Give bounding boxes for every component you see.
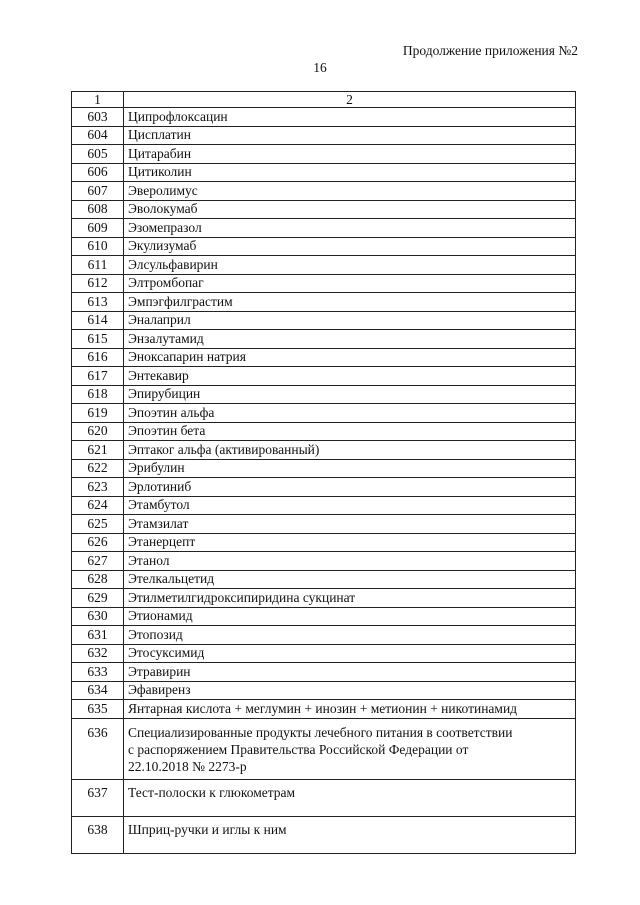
row-number: 607 — [72, 182, 124, 201]
row-number: 633 — [72, 663, 124, 682]
row-name: Этилметилгидроксипиридина сукцинат — [124, 589, 576, 608]
row-number: 621 — [72, 441, 124, 460]
table-row — [72, 385, 576, 404]
row-name: Этамзилат — [124, 515, 576, 534]
row-number: 634 — [72, 681, 124, 700]
table-row — [72, 163, 576, 182]
row-number: 623 — [72, 478, 124, 497]
table-row — [72, 404, 576, 423]
table-row — [72, 663, 576, 682]
row-number: 636 — [72, 718, 124, 779]
row-number: 613 — [72, 293, 124, 312]
table-row — [72, 533, 576, 552]
row-name: Этравирин — [124, 663, 576, 682]
row-number: 614 — [72, 311, 124, 330]
row-name: Эрибулин — [124, 459, 576, 478]
column-header-name: 2 — [124, 92, 576, 108]
table-row — [72, 348, 576, 367]
row-number: 620 — [72, 422, 124, 441]
table-row — [72, 145, 576, 164]
page-number: 16 — [313, 60, 327, 75]
table-row — [72, 496, 576, 515]
row-name: Эпоэтин бета — [124, 422, 576, 441]
row-name: Эрлотиниб — [124, 478, 576, 497]
row-name-line: Специализированные продукты лечебного питания в соответствии — [128, 724, 513, 740]
row-name: Эноксапарин натрия — [124, 348, 576, 367]
row-number: 619 — [72, 404, 124, 423]
table-row — [72, 182, 576, 201]
table-row — [72, 700, 576, 719]
row-name: Цитиколин — [124, 163, 576, 182]
row-number: 610 — [72, 237, 124, 256]
row-name — [124, 718, 576, 779]
table-row — [72, 367, 576, 386]
row-name: Этамбутол — [124, 496, 576, 515]
row-name: Эпирубицин — [124, 385, 576, 404]
row-number: 605 — [72, 145, 124, 164]
row-number: 624 — [72, 496, 124, 515]
row-name: Экулизумаб — [124, 237, 576, 256]
table-row — [72, 570, 576, 589]
table-row — [72, 274, 576, 293]
row-name: Энзалутамид — [124, 330, 576, 349]
column-header-number: 1 — [72, 92, 124, 108]
row-name: Эфавиренз — [124, 681, 576, 700]
table-row — [72, 644, 576, 663]
table-row — [72, 126, 576, 145]
drug-list-table — [71, 91, 576, 854]
row-number: 635 — [72, 700, 124, 719]
table-row — [72, 718, 576, 779]
row-name: Этионамид — [124, 607, 576, 626]
table-row — [72, 589, 576, 608]
row-name: Шприц-ручки и иглы к ним — [124, 816, 576, 853]
row-name: Цитарабин — [124, 145, 576, 164]
table-row — [72, 311, 576, 330]
row-number: 608 — [72, 200, 124, 219]
row-name: Этанерцепт — [124, 533, 576, 552]
row-number: 603 — [72, 108, 124, 127]
row-number: 616 — [72, 348, 124, 367]
table-row — [72, 422, 576, 441]
row-number: 612 — [72, 274, 124, 293]
row-number: 609 — [72, 219, 124, 238]
row-name: Элтромбопаг — [124, 274, 576, 293]
table-row — [72, 515, 576, 534]
row-name: Тест-полоски к глюкометрам — [124, 779, 576, 816]
row-number: 606 — [72, 163, 124, 182]
row-name: Цисплатин — [124, 126, 576, 145]
row-number: 625 — [72, 515, 124, 534]
table-row — [72, 459, 576, 478]
table-row — [72, 478, 576, 497]
table-row — [72, 108, 576, 127]
row-number: 628 — [72, 570, 124, 589]
row-name-line: с распоряжением Правительства Российской Федерации от — [128, 741, 469, 757]
row-number: 632 — [72, 644, 124, 663]
table-row — [72, 219, 576, 238]
table-row — [72, 626, 576, 645]
row-number: 626 — [72, 533, 124, 552]
table-row — [72, 607, 576, 626]
table-row — [72, 293, 576, 312]
row-number: 611 — [72, 256, 124, 275]
row-number: 618 — [72, 385, 124, 404]
row-number: 604 — [72, 126, 124, 145]
table-row — [72, 237, 576, 256]
row-name: Эналаприл — [124, 311, 576, 330]
row-name: Элсульфавирин — [124, 256, 576, 275]
row-number: 629 — [72, 589, 124, 608]
row-number: 630 — [72, 607, 124, 626]
table-row — [72, 779, 576, 816]
table-row — [72, 441, 576, 460]
row-number: 622 — [72, 459, 124, 478]
row-name: Этелкальцетид — [124, 570, 576, 589]
row-name: Эзомепразол — [124, 219, 576, 238]
row-name: Эптаког альфа (активированный) — [124, 441, 576, 460]
row-name-line: 22.10.2018 № 2273-р — [128, 758, 247, 774]
row-name: Эверолимус — [124, 182, 576, 201]
table-row — [72, 200, 576, 219]
row-number: 627 — [72, 552, 124, 571]
row-name: Этопозид — [124, 626, 576, 645]
table-row — [72, 681, 576, 700]
row-name: Эпоэтин альфа — [124, 404, 576, 423]
table-row — [72, 816, 576, 853]
row-number: 638 — [72, 816, 124, 853]
row-name: Энтекавир — [124, 367, 576, 386]
row-name: Янтарная кислота + меглумин + инозин + метионин + никотинамид — [124, 700, 576, 719]
row-number: 617 — [72, 367, 124, 386]
row-name: Этосуксимид — [124, 644, 576, 663]
row-name: Ципрофлоксацин — [124, 108, 576, 127]
row-number: 637 — [72, 779, 124, 816]
row-number: 615 — [72, 330, 124, 349]
table-row — [72, 256, 576, 275]
row-name: Этанол — [124, 552, 576, 571]
table-row — [72, 330, 576, 349]
row-name: Эмпэгфилграстим — [124, 293, 576, 312]
table-row — [72, 552, 576, 571]
row-name: Эволокумаб — [124, 200, 576, 219]
table-header-row — [72, 92, 576, 108]
row-number: 631 — [72, 626, 124, 645]
continuation-heading: Продолжение приложения №2 — [402, 43, 578, 58]
